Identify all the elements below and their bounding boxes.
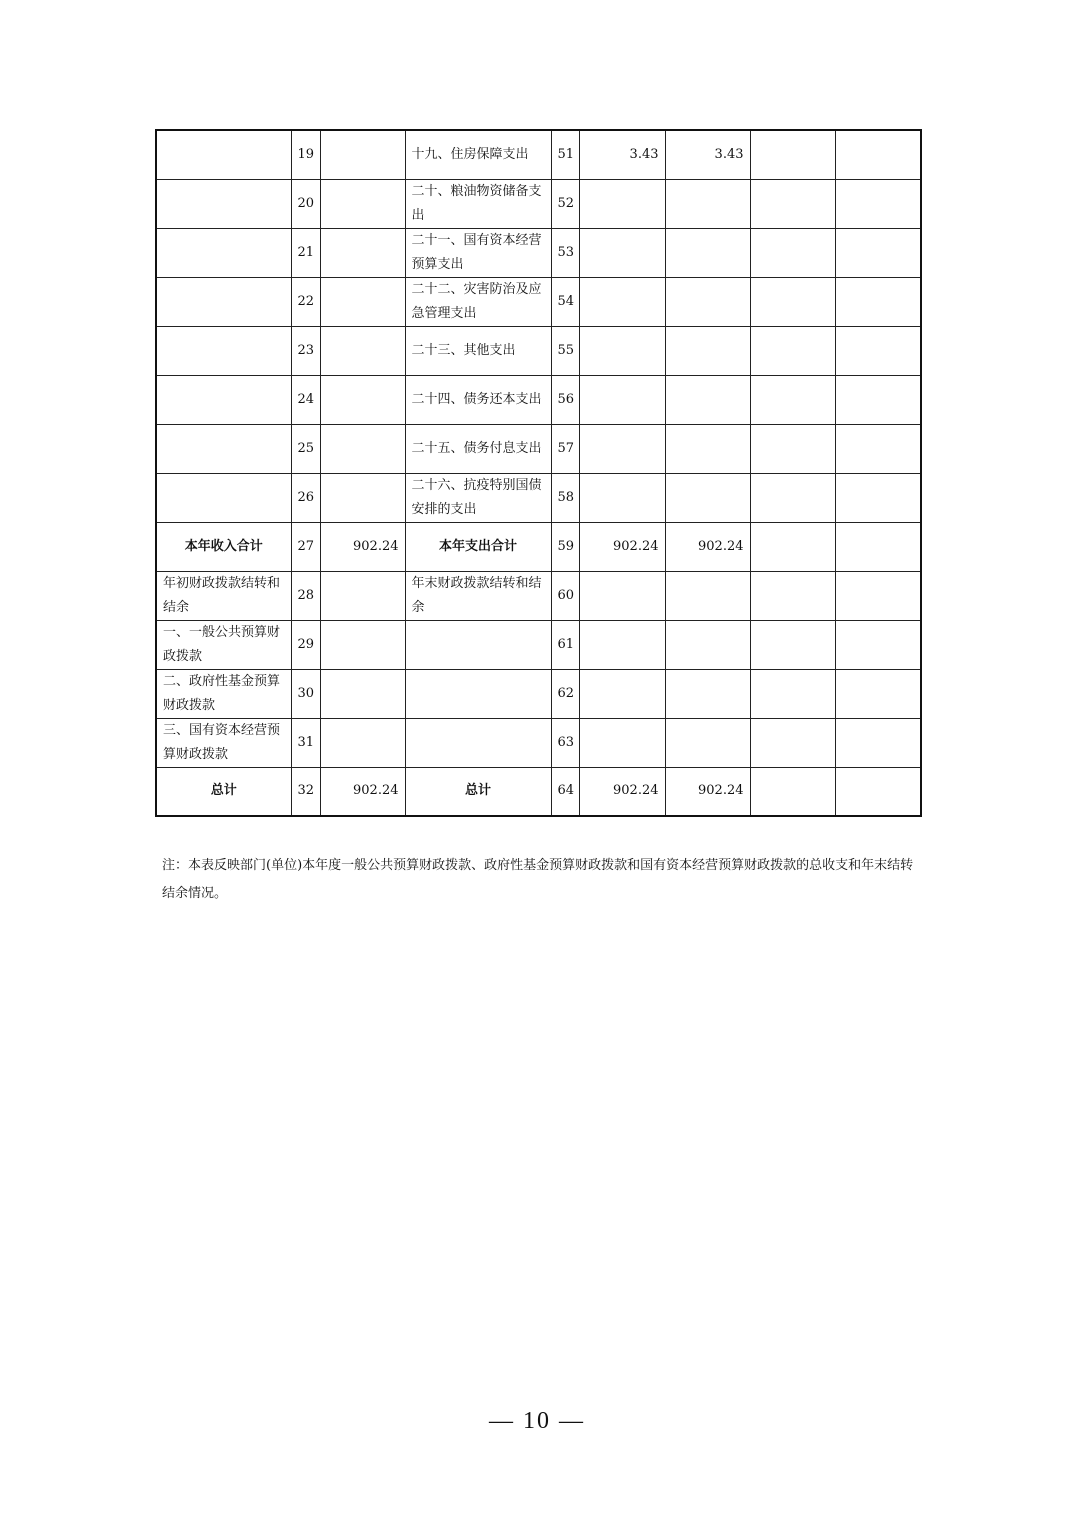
expenditure-line-number: 56 — [551, 375, 579, 424]
expenditure-item-cell — [405, 620, 551, 669]
income-line-number: 23 — [291, 326, 320, 375]
expenditure-item-cell: 总计 — [405, 767, 551, 816]
expenditure-total-cell — [579, 571, 665, 620]
income-line-number: 21 — [291, 228, 320, 277]
fund-budget-cell — [750, 767, 835, 816]
expenditure-line-number: 59 — [551, 522, 579, 571]
table-row — [156, 620, 921, 669]
income-line-number: 29 — [291, 620, 320, 669]
fund-budget-cell — [750, 571, 835, 620]
expenditure-total-cell — [579, 277, 665, 326]
expenditure-line-number: 60 — [551, 571, 579, 620]
fund-budget-cell — [750, 179, 835, 228]
income-item-cell: 总计 — [156, 767, 291, 816]
state-capital-budget-cell — [835, 228, 921, 277]
expenditure-line-number: 61 — [551, 620, 579, 669]
table-row — [156, 277, 921, 326]
fund-budget-cell — [750, 424, 835, 473]
income-amount-cell: 902.24 — [320, 767, 405, 816]
page-number: — 10 — — [489, 1408, 585, 1434]
income-line-number: 25 — [291, 424, 320, 473]
fund-budget-cell — [750, 620, 835, 669]
income-item-cell: 一、一般公共预算财政拨款 — [156, 620, 291, 669]
table-row — [156, 326, 921, 375]
expenditure-line-number: 55 — [551, 326, 579, 375]
income-line-number: 32 — [291, 767, 320, 816]
income-line-number: 19 — [291, 130, 320, 179]
expenditure-line-number: 51 — [551, 130, 579, 179]
income-amount-cell — [320, 179, 405, 228]
expenditure-line-number: 64 — [551, 767, 579, 816]
income-item-cell — [156, 375, 291, 424]
fund-budget-cell — [750, 375, 835, 424]
income-line-number: 28 — [291, 571, 320, 620]
table-row — [156, 767, 921, 816]
expenditure-total-cell — [579, 179, 665, 228]
expenditure-line-number: 54 — [551, 277, 579, 326]
income-line-number: 24 — [291, 375, 320, 424]
income-item-cell — [156, 179, 291, 228]
expenditure-line-number: 63 — [551, 718, 579, 767]
income-line-number: 27 — [291, 522, 320, 571]
state-capital-budget-cell — [835, 326, 921, 375]
state-capital-budget-cell — [835, 571, 921, 620]
general-budget-cell — [665, 277, 750, 326]
general-budget-cell — [665, 620, 750, 669]
income-amount-cell — [320, 277, 405, 326]
expenditure-total-cell: 3.43 — [579, 130, 665, 179]
general-budget-cell — [665, 718, 750, 767]
table-row — [156, 669, 921, 718]
expenditure-total-cell — [579, 669, 665, 718]
table-row — [156, 571, 921, 620]
expenditure-item-cell: 二十三、其他支出 — [405, 326, 551, 375]
expenditure-item-cell: 本年支出合计 — [405, 522, 551, 571]
income-amount-cell — [320, 571, 405, 620]
fund-budget-cell — [750, 473, 835, 522]
fund-budget-cell — [750, 522, 835, 571]
income-amount-cell — [320, 669, 405, 718]
income-item-cell: 年初财政拨款结转和结余 — [156, 571, 291, 620]
expenditure-item-cell: 二十二、灾害防治及应急管理支出 — [405, 277, 551, 326]
income-amount-cell — [320, 228, 405, 277]
expenditure-item-cell: 二十五、债务付息支出 — [405, 424, 551, 473]
table-row — [156, 522, 921, 571]
general-budget-cell — [665, 571, 750, 620]
general-budget-cell: 3.43 — [665, 130, 750, 179]
state-capital-budget-cell — [835, 130, 921, 179]
income-amount-cell — [320, 424, 405, 473]
income-amount-cell — [320, 620, 405, 669]
table-row — [156, 375, 921, 424]
expenditure-line-number: 58 — [551, 473, 579, 522]
fund-budget-cell — [750, 718, 835, 767]
table-row — [156, 130, 921, 179]
state-capital-budget-cell — [835, 522, 921, 571]
income-line-number: 31 — [291, 718, 320, 767]
fund-budget-cell — [750, 669, 835, 718]
table-note: 注：本表反映部门(单位)本年度一般公共预算财政拨款、政府性基金预算财政拨款和国有资本经营预算财政拨款的总收支和年末结转结余情况。 — [162, 858, 914, 901]
income-amount-cell — [320, 130, 405, 179]
general-budget-cell — [665, 326, 750, 375]
fund-budget-cell — [750, 326, 835, 375]
expenditure-total-cell — [579, 228, 665, 277]
income-amount-cell — [320, 375, 405, 424]
income-item-cell — [156, 130, 291, 179]
table-row — [156, 228, 921, 277]
fund-budget-cell — [750, 277, 835, 326]
general-budget-cell — [665, 228, 750, 277]
income-line-number: 30 — [291, 669, 320, 718]
income-amount-cell — [320, 718, 405, 767]
fund-budget-cell — [750, 130, 835, 179]
expenditure-line-number: 52 — [551, 179, 579, 228]
income-item-cell — [156, 277, 291, 326]
table-row — [156, 718, 921, 767]
income-item-cell: 二、政府性基金预算财政拨款 — [156, 669, 291, 718]
state-capital-budget-cell — [835, 767, 921, 816]
expenditure-item-cell: 二十一、国有资本经营预算支出 — [405, 228, 551, 277]
income-line-number: 22 — [291, 277, 320, 326]
expenditure-item-cell: 二十四、债务还本支出 — [405, 375, 551, 424]
expenditure-total-cell — [579, 473, 665, 522]
income-line-number: 20 — [291, 179, 320, 228]
state-capital-budget-cell — [835, 620, 921, 669]
table-row — [156, 179, 921, 228]
expenditure-item-cell — [405, 718, 551, 767]
income-item-cell — [156, 228, 291, 277]
income-item-cell — [156, 424, 291, 473]
income-item-cell: 三、国有资本经营预算财政拨款 — [156, 718, 291, 767]
expenditure-item-cell: 十九、住房保障支出 — [405, 130, 551, 179]
income-amount-cell: 902.24 — [320, 522, 405, 571]
income-amount-cell — [320, 326, 405, 375]
expenditure-total-cell — [579, 620, 665, 669]
state-capital-budget-cell — [835, 669, 921, 718]
state-capital-budget-cell — [835, 718, 921, 767]
table-row — [156, 473, 921, 522]
expenditure-total-cell — [579, 375, 665, 424]
state-capital-budget-cell — [835, 277, 921, 326]
expenditure-item-cell: 年末财政拨款结转和结余 — [405, 571, 551, 620]
expenditure-line-number: 57 — [551, 424, 579, 473]
general-budget-cell — [665, 473, 750, 522]
state-capital-budget-cell — [835, 375, 921, 424]
general-budget-cell: 902.24 — [665, 767, 750, 816]
expenditure-total-cell — [579, 424, 665, 473]
state-capital-budget-cell — [835, 179, 921, 228]
income-item-cell: 本年收入合计 — [156, 522, 291, 571]
state-capital-budget-cell — [835, 424, 921, 473]
expenditure-total-cell: 902.24 — [579, 522, 665, 571]
income-item-cell — [156, 473, 291, 522]
fund-budget-cell — [750, 228, 835, 277]
expenditure-total-cell — [579, 718, 665, 767]
income-line-number: 26 — [291, 473, 320, 522]
expenditure-line-number: 53 — [551, 228, 579, 277]
expenditure-item-cell: 二十六、抗疫特别国债安排的支出 — [405, 473, 551, 522]
table-row — [156, 424, 921, 473]
general-budget-cell — [665, 375, 750, 424]
income-item-cell — [156, 326, 291, 375]
expenditure-total-cell — [579, 326, 665, 375]
income-amount-cell — [320, 473, 405, 522]
expenditure-item-cell — [405, 669, 551, 718]
expenditure-item-cell: 二十、粮油物资储备支出 — [405, 179, 551, 228]
general-budget-cell — [665, 179, 750, 228]
general-budget-cell — [665, 424, 750, 473]
state-capital-budget-cell — [835, 473, 921, 522]
expenditure-total-cell: 902.24 — [579, 767, 665, 816]
budget-table — [155, 129, 922, 817]
expenditure-line-number: 62 — [551, 669, 579, 718]
general-budget-cell — [665, 669, 750, 718]
table-body — [156, 130, 921, 816]
general-budget-cell: 902.24 — [665, 522, 750, 571]
